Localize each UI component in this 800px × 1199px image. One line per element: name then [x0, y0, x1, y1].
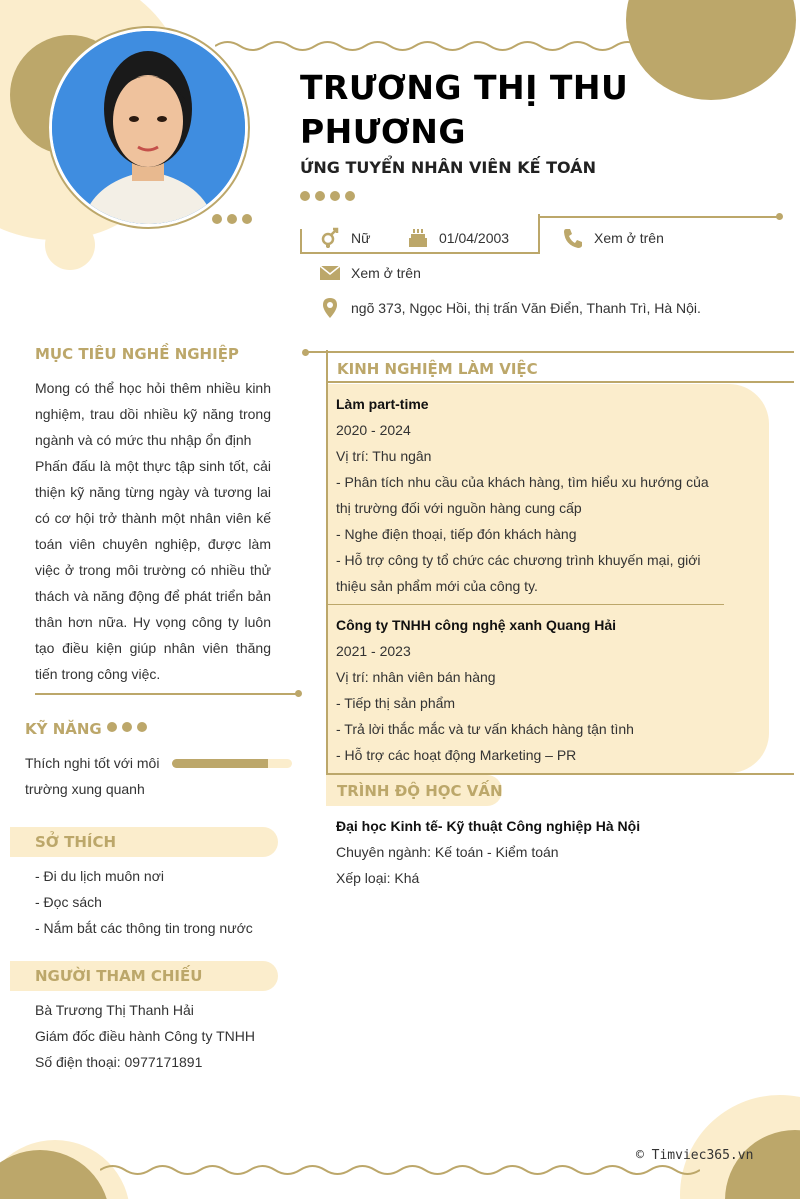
decor-circle — [45, 220, 95, 270]
job-company: Công ty TNHH công nghệ xanh Quang Hải — [336, 617, 616, 633]
education-title: TRÌNH ĐỘ HỌC VẤN — [337, 782, 503, 800]
hobbies-title: SỞ THÍCH — [35, 833, 117, 851]
email-value: Xem ở trên — [351, 265, 421, 281]
divider-line — [326, 604, 724, 605]
job-task: - Hỗ trợ các hoạt động Marketing – PR — [336, 747, 577, 763]
info-email — [319, 262, 421, 284]
divider-line — [300, 252, 540, 254]
hobby-item: - Đọc sách — [35, 894, 102, 910]
divider-line — [300, 229, 302, 253]
decor-dots — [212, 214, 252, 224]
job-company: Làm part-time — [336, 396, 429, 412]
education-entry — [336, 813, 736, 891]
job-task: - Hỗ trợ công ty tổ chức các chương trình khuyến mại, giới thiệu sản phẩm mới của công ty. — [336, 552, 701, 594]
reference-list — [35, 997, 295, 1075]
info-birthday — [407, 227, 509, 249]
birthday-value: 01/04/2003 — [439, 230, 510, 246]
objective-line: Mong có thể học hỏi thêm nhiều kinh nghiệm, trau dồi nhiều kỹ năng trong ngành và có mức thu nhập ổn định — [35, 380, 271, 448]
mail-icon — [319, 262, 341, 284]
address-value: ngõ 373, Ngọc Hồi, thị trấn Văn Điển, Thanh Trì, Hà Nội. — [351, 300, 701, 316]
divider-line — [326, 381, 794, 383]
job-entry — [336, 391, 716, 599]
skills-title: KỸ NĂNG — [25, 720, 102, 738]
job-task: - Trả lời thắc mắc và tư vấn khách hàng tận tình — [336, 721, 634, 737]
divider-line — [35, 693, 297, 695]
skill-name: Thích nghi tốt với môi trường xung quanh — [25, 755, 160, 797]
objective-line: Phấn đấu là một thực tập sinh tốt, cải thiện kỹ năng từng ngày và tương lai có cơ hội trở thành một nhân viên kế toán viên chuyên nghiệp, được làm việc ở trong môi trường có nhiều thử thách và năng động để phát triển bản thân hơn nữa. Hy vọng công ty luôn tạo điều kiện giúp nhân viên thăng tiến trong công việc. — [35, 458, 271, 682]
decor-wave-bottom — [100, 1162, 700, 1178]
cake-icon — [407, 227, 429, 249]
info-phone — [562, 227, 664, 249]
divider-line — [326, 350, 328, 775]
skill-bar-fill — [172, 759, 268, 768]
decor-dots — [300, 191, 355, 201]
gender-icon — [319, 227, 341, 249]
job-period: 2020 - 2024 — [336, 422, 411, 438]
avatar — [52, 31, 245, 224]
phone-icon — [562, 227, 584, 249]
decor-dots — [107, 722, 147, 732]
decor-wave-top — [215, 38, 640, 54]
hobby-item: - Đi du lịch muôn nơi — [35, 868, 165, 884]
objective-text — [35, 375, 271, 687]
job-task: - Tiếp thị sản phẩm — [336, 695, 456, 711]
divider-knob — [295, 690, 302, 697]
footer-credit: © Timviec365.vn — [636, 1148, 754, 1163]
job-role: Vị trí: Thu ngân — [336, 448, 432, 464]
hobby-item: - Nắm bắt các thông tin trong nước — [35, 920, 253, 936]
hobbies-list — [35, 863, 295, 941]
job-entry — [336, 612, 736, 768]
experience-title: KINH NGHIỆM LÀM VIỆC — [337, 360, 538, 378]
divider-line — [305, 351, 794, 353]
divider-knob — [776, 213, 783, 220]
job-task: - Nghe điện thoại, tiếp đón khách hàng — [336, 526, 577, 542]
phone-value: Xem ở trên — [594, 230, 664, 246]
skill-bar — [172, 759, 292, 768]
divider-line — [540, 216, 777, 218]
info-gender — [319, 227, 370, 249]
reference-line: Giám đốc điều hành Công ty TNHH — [35, 1028, 255, 1044]
divider-line — [538, 214, 540, 254]
education-school: Đại học Kinh tế- Kỹ thuật Công nghiệp Hà Nội — [336, 818, 641, 834]
candidate-name: TRƯƠNG THỊ THU PHƯƠNG — [300, 68, 629, 151]
reference-line: Bà Trương Thị Thanh Hải — [35, 1002, 194, 1018]
education-grade: Xếp loại: Khá — [336, 870, 420, 886]
reference-title: NGƯỜI THAM CHIẾU — [35, 967, 203, 985]
location-icon — [319, 297, 341, 319]
info-address — [319, 297, 701, 319]
job-role: Vị trí: nhân viên bán hàng — [336, 669, 496, 685]
applied-position: ỨNG TUYỂN NHÂN VIÊN KẾ TOÁN — [300, 158, 596, 177]
job-task: - Phân tích nhu cầu của khách hàng, tìm hiểu xu hướng của thị trường đối với nguồn hàng cung cấp — [336, 474, 709, 516]
gender-value: Nữ — [351, 230, 371, 246]
job-period: 2021 - 2023 — [336, 643, 411, 659]
education-major: Chuyên ngành: Kế toán - Kiểm toán — [336, 844, 559, 860]
reference-line: Số điện thoại: 0977171891 — [35, 1054, 203, 1070]
objective-title: MỤC TIÊU NGHỀ NGHIỆP — [35, 345, 239, 363]
